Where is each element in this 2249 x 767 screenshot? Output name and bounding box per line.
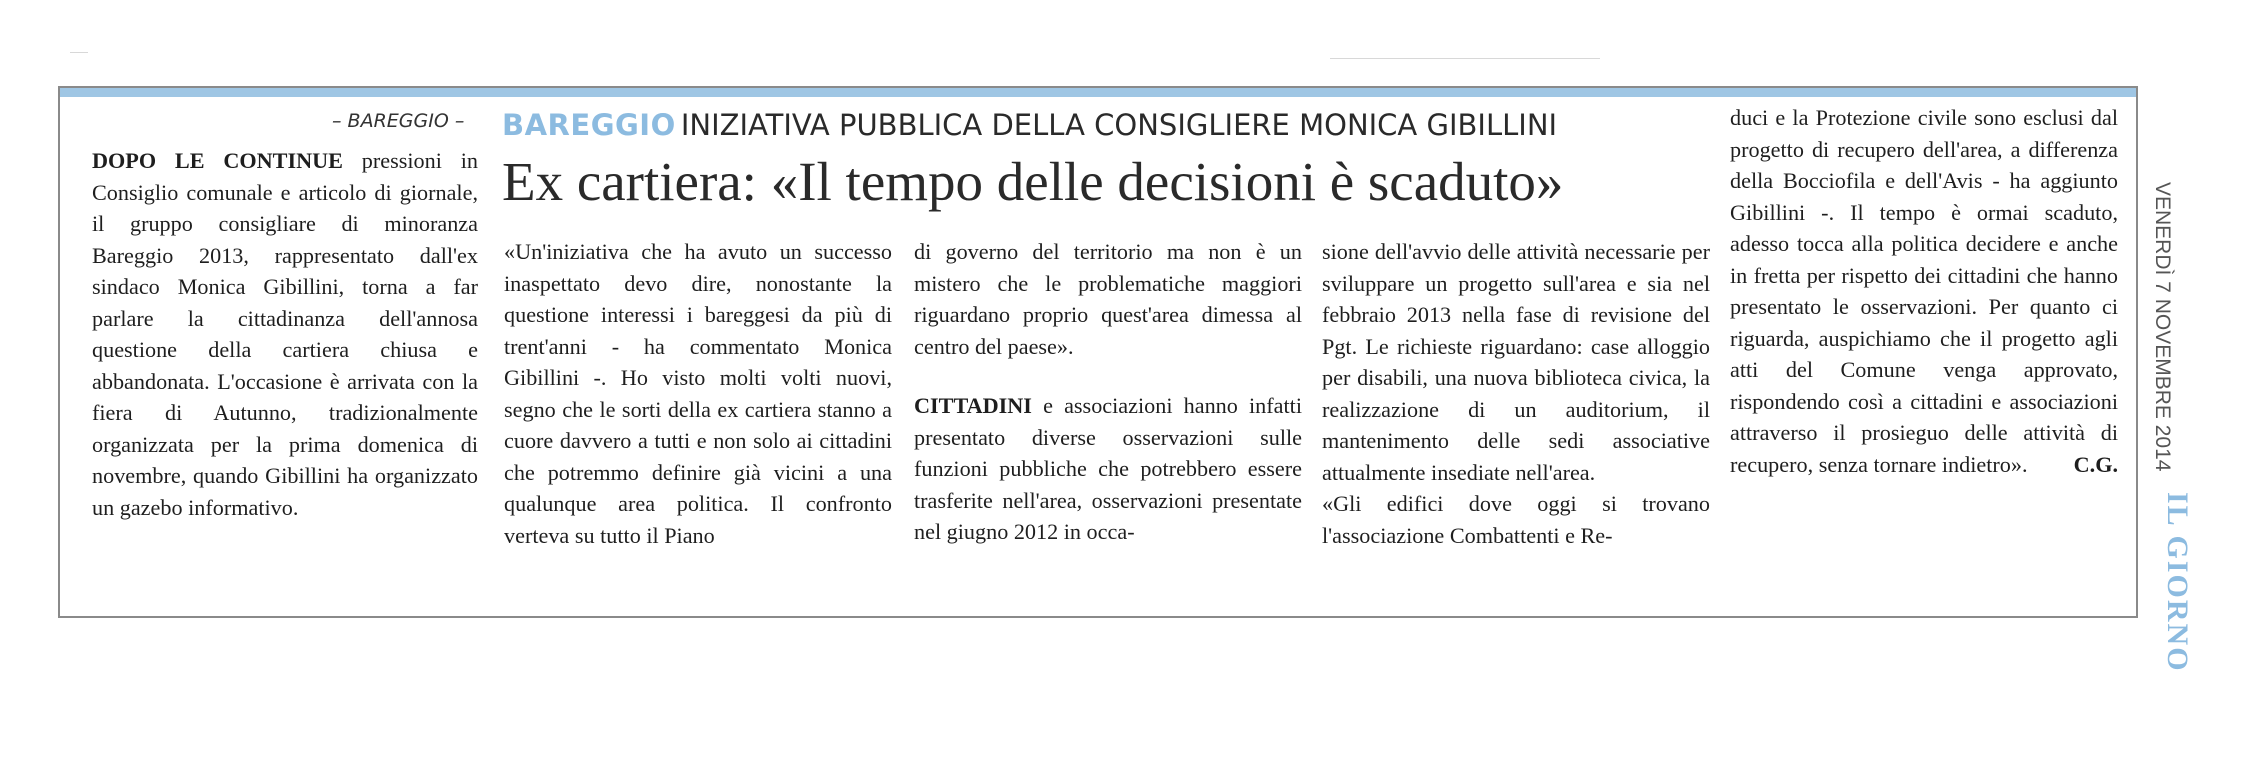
article-column-4 bbox=[1322, 236, 1710, 551]
headline-title: Ex cartiera: «Il tempo delle decisioni è scaduto» bbox=[502, 151, 1564, 212]
author-signature: C.G. bbox=[2073, 451, 2118, 477]
lead-in: DOPO LE CONTINUE bbox=[92, 148, 343, 173]
article-column-2 bbox=[504, 236, 892, 551]
column-text: di governo del territorio ma non è un mistero che le problematiche maggiori riguardano proprio quest'area dimessa al centro del paese». bbox=[914, 239, 1302, 359]
newspaper-logo: IL GIORNO bbox=[2161, 492, 2194, 673]
column-text: pressioni in Consiglio comunale e articolo di giornale, il gruppo consigliare di minoranza Bareggio 2013, rappresentato dall'ex sindaco Monica Gibillini, torna a far parlare la cittadinanza dell'annosa questione della cartiera chiusa e abbandonata. L'occasione è arrivata con la fiera di Autunno, tradizionalmente organizzata per la prima domenica di novembre, quando Gibillini ha organizzato un gazebo informativo. bbox=[92, 148, 479, 520]
article-kicker: – BAREGGIO – bbox=[332, 110, 465, 132]
scan-edge-line bbox=[70, 52, 88, 53]
column-text: sione dell'avvio delle attività necessarie per sviluppare un progetto sull'area e sia nel febbraio 2013 nella fase di revisione del Pgt. Le richieste riguardano: case alloggio per disabili, una nuova biblioteca civica, la realizzazione di un auditorium, il mantenimento delle sedi associative attualmente insediate nell'area. bbox=[1322, 239, 1710, 485]
newspaper-side-strip bbox=[2150, 182, 2198, 672]
article-clipping bbox=[58, 86, 2138, 618]
column-text: e associazioni hanno infatti presentato diverse osservazioni sulle funzioni pubbliche che potrebbero essere trasferite nell'area, osservazioni presentate nel giugno 2012 in occa- bbox=[914, 393, 1302, 544]
top-color-bar bbox=[60, 88, 2136, 97]
article-column-1 bbox=[92, 145, 478, 523]
headline-location: BAREGGIO bbox=[502, 108, 676, 142]
scan-edge-line bbox=[1330, 58, 1600, 59]
article-column-3 bbox=[914, 236, 1302, 548]
column-text: «Un'iniziativa che ha avuto un successo inaspettato devo dire, nonostante la questione interessi i bareggesi da più di trent'anni - ha commentato Monica Gibillini -. Ho visto molti volti nuovi, segno che le sorti della ex cartiera stanno a cuore davvero a tutti e non solo ai cittadini che potremmo definire già vicini a una qualunque area politica. Il confronto verteva su tutto il Piano bbox=[504, 239, 892, 548]
article-column-5 bbox=[1730, 102, 2118, 480]
column-text: duci e la Protezione civile sono esclusi dal progetto di recupero dell'area, a differenza della Bocciofila e dell'Avis - ha aggiunto Gibillini -. Il tempo è ormai scaduto, adesso tocca alla politica decidere e anche in fretta per rispetto dei cittadini che hanno presentato le osservazioni. Per quanto ci riguarda, auspichiamo che il progetto agli atti del Comune venga approvato, rispondendo così a cittadini e associazioni attraverso il prosieguo delle attività di recupero, senza tornare indietro». bbox=[1730, 105, 2118, 477]
headline-overline: INIZIATIVA PUBBLICA DELLA CONSIGLIERE MONICA GIBILLINI bbox=[680, 108, 1558, 142]
column-text: «Gli edifici dove oggi si trovano l'associazione Combattenti e Re- bbox=[1322, 491, 1710, 548]
publication-date: VENERDÌ 7 NOVEMBRE 2014 bbox=[2151, 182, 2174, 472]
lead-in: CITTADINI bbox=[914, 393, 1032, 418]
headline-row bbox=[502, 108, 1557, 142]
